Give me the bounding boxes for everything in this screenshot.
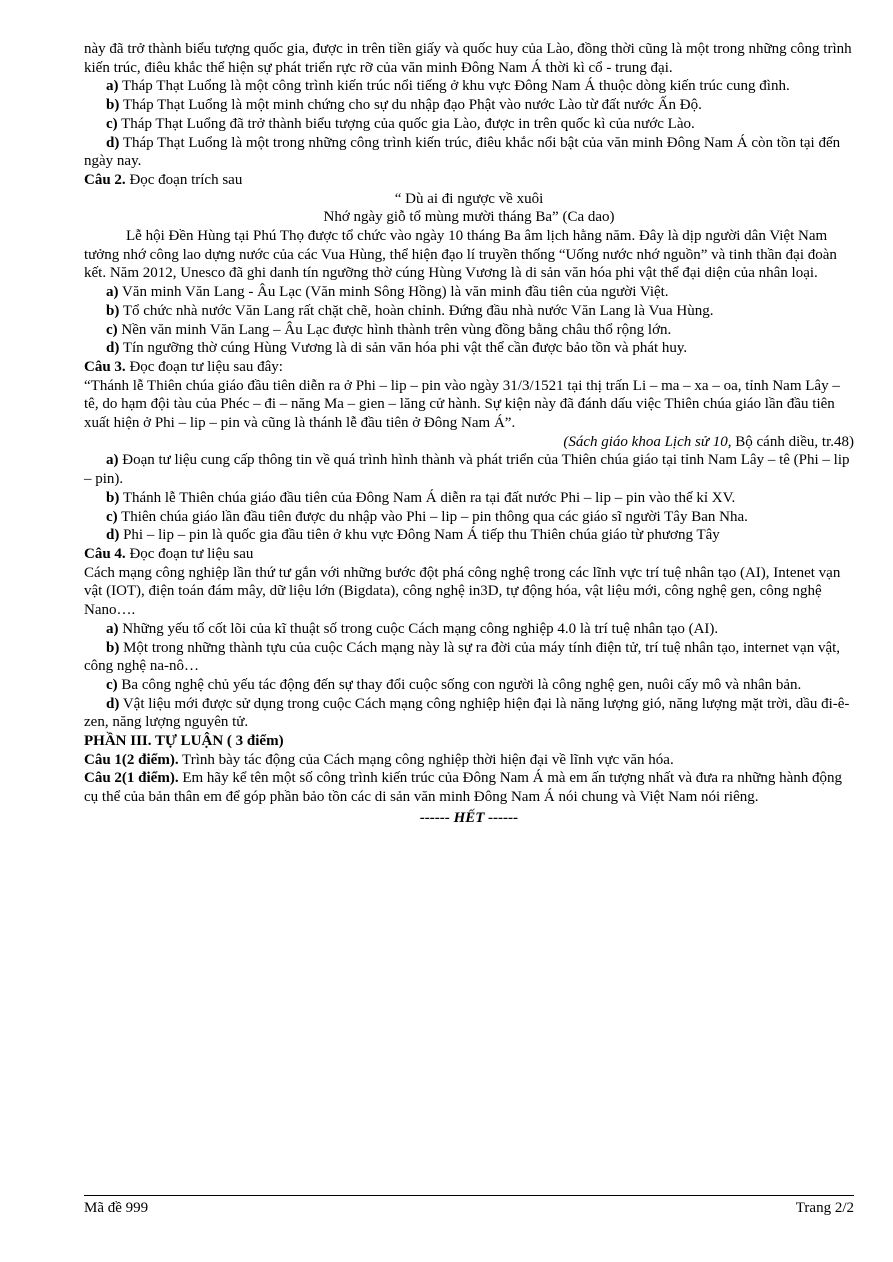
document-page xyxy=(84,40,854,828)
question-intro: Đọc đoạn trích sau xyxy=(125,171,243,188)
option-label: d) xyxy=(106,134,120,151)
q3-option-a xyxy=(84,451,854,488)
option-label: b) xyxy=(106,489,120,506)
essay-label: Câu 2(1 điểm). xyxy=(84,770,179,787)
q1-option-a xyxy=(84,77,854,96)
q3-heading xyxy=(84,358,854,377)
q2-option-d xyxy=(84,339,854,358)
question-label: Câu 3. xyxy=(84,358,126,375)
essay-text: Trình bày tác động của Cách mạng công nghiệp thời hiện đại về lĩnh vực văn hóa. xyxy=(178,751,674,768)
option-text: Nền văn minh Văn Lang – Âu Lạc được hình thành trên vùng đồng bằng châu thổ rộng lớn. xyxy=(117,321,672,338)
q2-option-c xyxy=(84,321,854,340)
q4-option-a xyxy=(84,620,854,639)
q4-heading xyxy=(84,545,854,564)
essay-question-2 xyxy=(84,769,854,806)
option-text: Tháp Thạt Luổng là một công trình kiến trúc nổi tiếng ở khu vực Đông Nam Á thuộc dòng kiến trúc cung đình. xyxy=(118,78,790,95)
option-label: c) xyxy=(106,115,118,132)
option-text: Những yếu tố cốt lõi của kĩ thuật số trong cuộc Cách mạng công nghiệp 4.0 là trí tuệ nhân tạo (AI). xyxy=(118,620,719,637)
footer-divider xyxy=(84,1195,854,1196)
continued-paragraph: này đã trở thành biểu tượng quốc gia, được in trên tiền giấy và quốc huy của Lào, đồng thời cũng là một trong những công trình kiến trúc, điêu khắc thể hiện sự phát triển rực rỡ của văn minh Đông Nam Á thời kì cổ - trung đại. xyxy=(84,41,852,76)
option-text: Tháp Thạt Luổng đã trở thành biểu tượng của quốc gia Lào, được in trên quốc kì của nước Lào. xyxy=(117,115,695,132)
essay-text: Em hãy kể tên một số công trình kiến trúc của Đông Nam Á mà em ấn tượng nhất và đưa ra những hành động cụ thể của bản thân em để góp phần bảo tồn các di sản văn minh Đông Nam Á nói chung và Việt Nam nói riêng. xyxy=(84,770,842,806)
option-text: Thánh lễ Thiên chúa giáo đầu tiên của Đông Nam Á diễn ra tại đất nước Phi – lip – pin vào thế kỉ XV. xyxy=(119,489,736,506)
q4-option-c xyxy=(84,676,854,695)
option-label: d) xyxy=(106,695,120,712)
q2-poem-line-2: Nhớ ngày giỗ tổ mùng mười tháng Ba” (Ca dao) xyxy=(323,209,615,226)
source-italic: (Sách giáo khoa Lịch sử 10, xyxy=(563,433,732,450)
q4-passage: Cách mạng công nghiệp lần thứ tư gắn với những bước đột phá công nghệ trong các lĩnh vực trí tuệ nhân tạo (AI), Intenet vạn vật (IOT), điện toán đám mây, dữ liệu lớn (Bigdata), công nghệ in3D, tự động hóa, vật liệu mới, công nghệ gen, công nghệ Nano…. xyxy=(84,564,841,619)
option-text: Phi – lip – pin là quốc gia đầu tiên ở khu vực Đông Nam Á tiếp thu Thiên chúa giáo từ phương Tây xyxy=(119,527,720,544)
option-label: a) xyxy=(106,78,119,95)
option-text: Vật liệu mới được sử dụng trong cuộc Cách mạng công nghiệp hiện đại là năng lượng gió, năng lượng mặt trời, dầu đi-ê-zen, năng lượng nguyên tử. xyxy=(84,695,850,731)
option-label: d) xyxy=(106,340,120,357)
option-text: Tháp Thạt Luổng là một minh chứng cho sự du nhập đạo Phật vào nước Lào từ đất nước Ấn Độ. xyxy=(119,97,702,114)
page-footer xyxy=(84,1200,854,1217)
q2-poem-line-1: “ Dù ai đi ngược về xuôi xyxy=(394,190,544,207)
option-text: Ba công nghệ chủ yếu tác động đến sự thay đổi cuộc sống con người là công nghệ gen, nuôi cấy mô và nhân bản. xyxy=(117,676,802,693)
option-label: c) xyxy=(106,676,118,693)
q4-option-d xyxy=(84,695,854,732)
q3-option-b xyxy=(84,489,854,508)
q3-option-d xyxy=(84,526,854,545)
source-rest: Bộ cánh diều, tr.48) xyxy=(731,433,854,450)
option-label: c) xyxy=(106,508,118,525)
question-label: Câu 2. xyxy=(84,171,126,188)
end-marker: ------ HẾT ------ xyxy=(419,809,519,826)
exam-code: Mã đề 999 xyxy=(84,1200,149,1216)
option-label: a) xyxy=(106,620,119,637)
question-intro: Đọc đoạn tư liệu sau đây: xyxy=(125,358,283,375)
q2-option-a xyxy=(84,283,854,302)
part3-heading xyxy=(84,732,854,751)
option-label: a) xyxy=(106,452,119,469)
q3-passage: “Thánh lễ Thiên chúa giáo đầu tiên diễn ra ở Phi – lip – pin vào ngày 31/3/1521 tại thị trấn Li – ma – xa – oa, tỉnh Nam Lây – tê, do hạm đội tàu của Phéc – đi – năng Ma – gien – lăng cử hành. Sự kiện này đã đánh dấu việc Thiên chúa giáo lần đầu tiên xuất hiện ở Phi – lip – pin và cũng là thánh lễ đầu tiên ở Đông Nam Á”. xyxy=(84,377,840,432)
option-text: Đoạn tư liệu cung cấp thông tin về quá trình hình thành và phát triển của Thiên chúa giáo tại tỉnh Nam Lây – tê (Phi – lip – pin). xyxy=(84,452,850,488)
option-label: d) xyxy=(106,527,120,544)
q4-option-b xyxy=(84,639,854,676)
option-label: a) xyxy=(106,284,119,301)
option-label: b) xyxy=(106,97,120,114)
option-text: Tín ngưỡng thờ cúng Hùng Vương là di sản văn hóa phi vật thể cần được bảo tồn và phát huy. xyxy=(119,340,688,357)
option-label: b) xyxy=(106,639,120,656)
q2-heading xyxy=(84,171,854,190)
part3-title: PHẦN III. TỰ LUẬN ( 3 điểm) xyxy=(84,733,284,750)
question-label: Câu 4. xyxy=(84,545,126,562)
q1-option-c xyxy=(84,115,854,134)
option-label: c) xyxy=(106,321,118,338)
page-number: Trang 2/2 xyxy=(795,1200,854,1216)
option-label: b) xyxy=(106,302,120,319)
q1-option-b xyxy=(84,96,854,115)
essay-label: Câu 1(2 điểm). xyxy=(84,751,179,768)
question-intro: Đọc đoạn tư liệu sau xyxy=(125,545,254,562)
q2-passage: Lễ hội Đền Hùng tại Phú Thọ được tổ chức vào ngày 10 tháng Ba âm lịch hằng năm. Đây là dịp người dân Việt Nam tưởng nhớ công lao dựng nước của các Vua Hùng, thể hiện đạo lí truyền thống “Uống nước nhớ nguồn” và tinh thần đại đoàn kết. Năm 2012, Unesco đã ghi danh tín ngưỡng thờ cúng Hùng Vương là di sản văn hóa phi vật thể đại diện của nhân loại. xyxy=(84,228,837,282)
option-text: Tháp Thạt Luổng là một trong những công trình kiến trúc, điêu khắc nổi bật của văn minh Đông Nam Á còn tồn tại đến ngày nay. xyxy=(84,134,841,170)
option-text: Thiên chúa giáo lần đầu tiên được du nhập vào Phi – lip – pin thông qua các giáo sĩ người Tây Ban Nha. xyxy=(117,508,748,525)
q3-option-c xyxy=(84,508,854,527)
option-text: Tổ chức nhà nước Văn Lang rất chặt chẽ, hoàn chỉnh. Đứng đầu nhà nước Văn Lang là Vua Hùng. xyxy=(119,302,714,319)
q2-option-b xyxy=(84,302,854,321)
q3-source xyxy=(84,433,854,452)
option-text: Văn minh Văn Lang - Âu Lạc (Văn minh Sông Hồng) là văn minh đầu tiên của người Việt. xyxy=(118,284,669,301)
option-text: Một trong những thành tựu của cuộc Cách mạng này là sự ra đời của máy tính điện tử, trí tuệ nhân tạo, internet vạn vật, công nghệ na-nô… xyxy=(84,639,841,675)
essay-question-1 xyxy=(84,751,854,770)
q1-option-d xyxy=(84,134,854,171)
